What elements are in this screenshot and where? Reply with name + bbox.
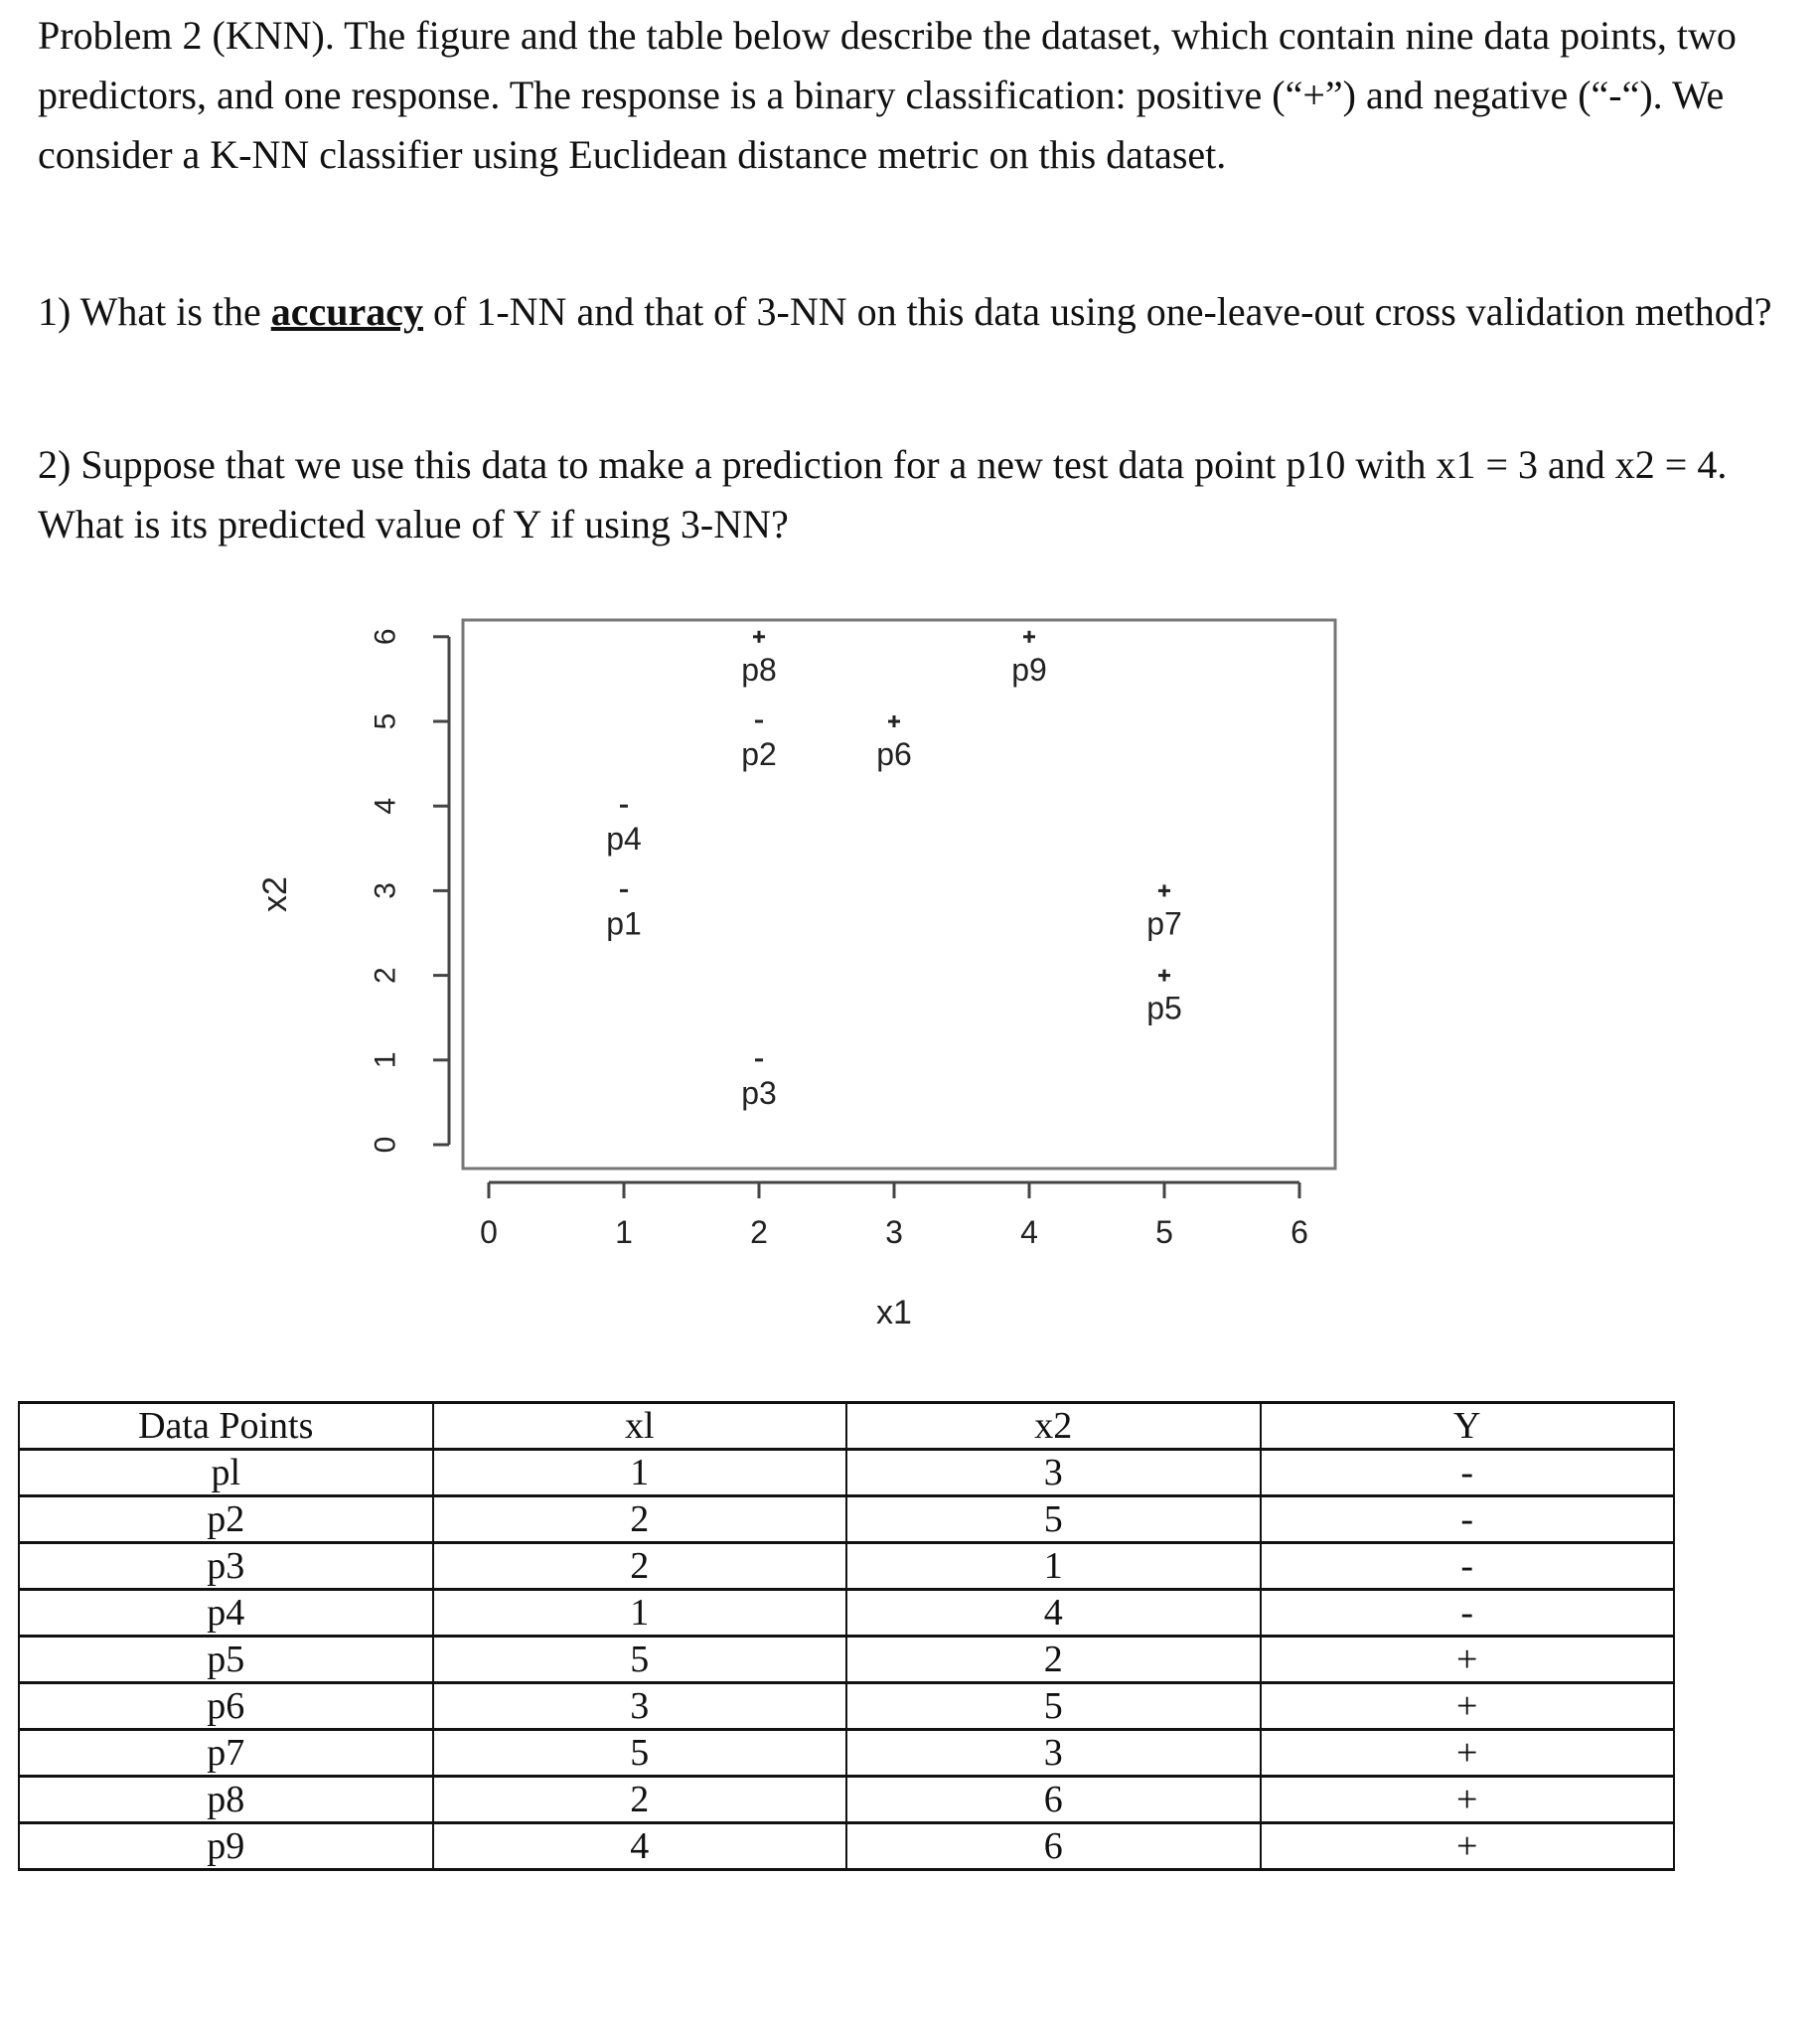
x-tick-label: 5	[1155, 1214, 1173, 1250]
point-label: p1	[606, 905, 642, 942]
point-label: p4	[606, 821, 642, 858]
y-tick-label: 4	[369, 797, 402, 815]
cell-point: p6	[19, 1683, 433, 1730]
point-label: p8	[741, 651, 777, 688]
y-tick-label: 3	[369, 882, 402, 899]
data-table	[18, 1401, 1675, 1871]
question-1-end: of 1-NN and that of 3-NN on this data using one-leave-out cross validation method?	[423, 289, 1772, 334]
header-y: Y	[1261, 1403, 1675, 1450]
header-x1: xl	[433, 1403, 847, 1450]
point-label: p2	[741, 736, 777, 772]
cell-point: p3	[19, 1543, 433, 1590]
question-2: 2) Suppose that we use this data to make a prediction for a new test data point p10 with x1 = 3 and x2 = 4. What is its predicted value of Y if using 3-NN?	[38, 442, 1728, 547]
cell-x2: 3	[846, 1450, 1261, 1496]
y-tick-label: 0	[369, 1136, 402, 1154]
data-point-p3	[741, 1060, 777, 1111]
cell-x2: 1	[846, 1543, 1261, 1590]
x-tick-label: 2	[750, 1214, 768, 1250]
y-axis-label: x2	[256, 876, 294, 912]
scatter-plot	[0, 596, 1820, 1351]
data-point-p2	[741, 721, 777, 772]
question-1-start: 1) What is the	[38, 289, 271, 334]
cell-point: p4	[19, 1590, 433, 1637]
table-row	[19, 1777, 1674, 1823]
point-label: p7	[1146, 905, 1182, 942]
cell-point: p9	[19, 1823, 433, 1870]
data-point-p6	[876, 715, 912, 772]
cell-x1: 1	[433, 1450, 847, 1496]
cell-x2: 2	[846, 1637, 1261, 1683]
point-label: p5	[1146, 990, 1182, 1026]
table-row	[19, 1450, 1674, 1496]
y-tick-label: 6	[369, 628, 402, 646]
header-x2: x2	[846, 1403, 1261, 1450]
cell-y: -	[1261, 1543, 1675, 1590]
x-axis-label: x1	[876, 1294, 912, 1331]
cell-y: +	[1261, 1637, 1675, 1683]
cell-x2: 4	[846, 1590, 1261, 1637]
y-tick-label: 1	[369, 1051, 402, 1069]
cell-x1: 5	[433, 1637, 847, 1683]
point-label: p9	[1011, 651, 1047, 688]
cell-point: p8	[19, 1777, 433, 1823]
problem-statement: Problem 2 (KNN). The figure and the table below describe the dataset, which contain nine data points, two predictors, and one response. The response is a binary classification: positive (“+”) and negative (“-“). We consider a K-NN classifier using Euclidean distance metric on this dataset.	[38, 13, 1737, 177]
cell-x1: 2	[433, 1777, 847, 1823]
table-row	[19, 1683, 1674, 1730]
data-points	[606, 631, 1182, 1111]
cell-x2: 5	[846, 1496, 1261, 1543]
x-tick-label: 0	[480, 1214, 498, 1250]
cell-y: -	[1261, 1496, 1675, 1543]
plot-frame	[463, 620, 1335, 1169]
table-row	[19, 1590, 1674, 1637]
x-tick-label: 1	[615, 1214, 633, 1250]
table-row	[19, 1637, 1674, 1683]
question-1	[38, 282, 1786, 342]
cell-point: p7	[19, 1730, 433, 1777]
data-point-p7	[1146, 884, 1182, 941]
table-row	[19, 1823, 1674, 1870]
y-axis	[370, 628, 450, 1153]
cell-x2: 3	[846, 1730, 1261, 1777]
cell-x1: 1	[433, 1590, 847, 1637]
table-row	[19, 1730, 1674, 1777]
x-axis	[480, 1182, 1308, 1250]
x-tick-label: 6	[1290, 1214, 1308, 1250]
cell-x2: 5	[846, 1683, 1261, 1730]
cell-y: +	[1261, 1777, 1675, 1823]
header-data-points: Data Points	[19, 1403, 433, 1450]
x-tick-label: 3	[885, 1214, 903, 1250]
table-row	[19, 1496, 1674, 1543]
cell-y: +	[1261, 1730, 1675, 1777]
cell-y: -	[1261, 1450, 1675, 1496]
cell-point: p5	[19, 1637, 433, 1683]
cell-x2: 6	[846, 1777, 1261, 1823]
data-point-p8	[741, 631, 777, 688]
table-row	[19, 1543, 1674, 1590]
y-tick-label: 2	[369, 967, 402, 984]
cell-x1: 2	[433, 1543, 847, 1590]
cell-x1: 4	[433, 1823, 847, 1870]
cell-y: +	[1261, 1683, 1675, 1730]
y-tick-label: 5	[369, 712, 402, 730]
cell-x2: 6	[846, 1823, 1261, 1870]
data-point-p5	[1146, 970, 1182, 1026]
table-header-row	[19, 1403, 1674, 1450]
point-label: p3	[741, 1074, 777, 1111]
data-point-p9	[1011, 631, 1047, 688]
x-tick-label: 4	[1020, 1214, 1038, 1250]
cell-point: p2	[19, 1496, 433, 1543]
cell-x1: 2	[433, 1496, 847, 1543]
cell-y: +	[1261, 1823, 1675, 1870]
cell-x1: 3	[433, 1683, 847, 1730]
point-label: p6	[876, 736, 912, 772]
cell-x1: 5	[433, 1730, 847, 1777]
accuracy-emphasis: accuracy	[270, 289, 424, 334]
data-point-p1	[606, 890, 642, 941]
data-point-p4	[606, 806, 642, 857]
cell-point: pl	[19, 1450, 433, 1496]
cell-y: -	[1261, 1590, 1675, 1637]
